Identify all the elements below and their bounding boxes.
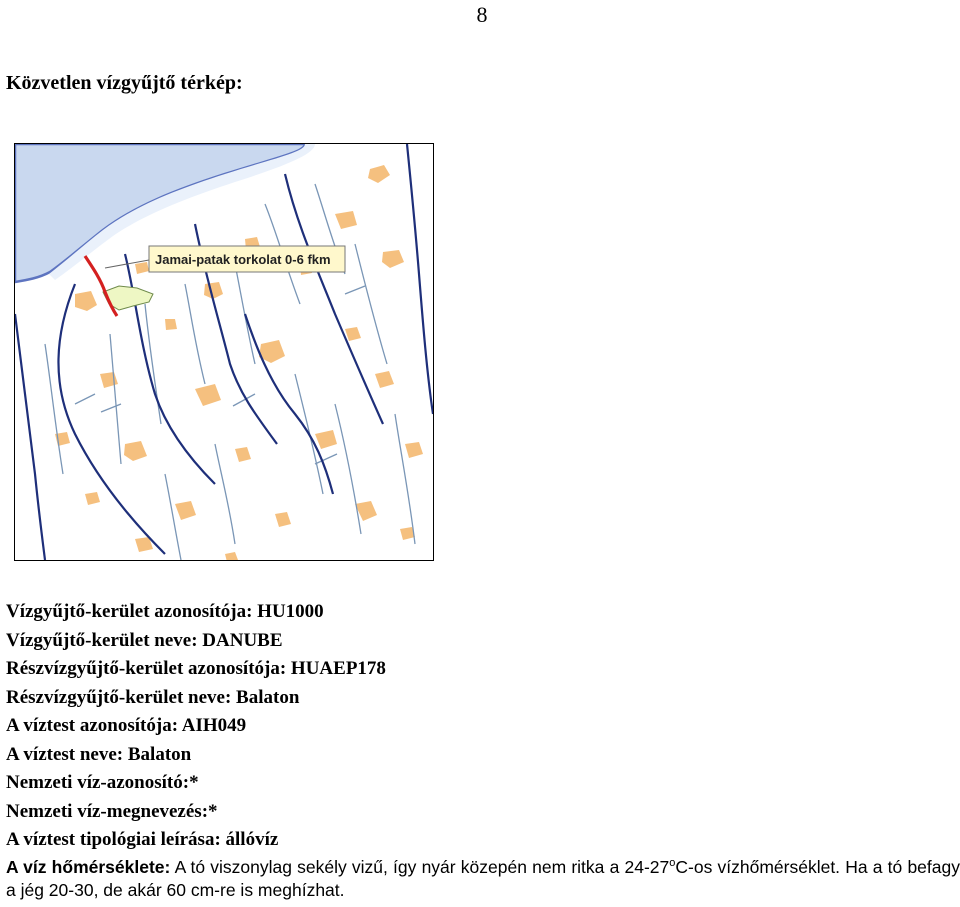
field-subdistrict-id: Részvízgyűjtő-kerület azonosítója: HUAEP178 [6, 658, 386, 679]
field-waterbody-id: A víztest azonosítója: AIH049 [6, 715, 247, 736]
field-typology: A víztest tipológiai leírása: állóvíz [6, 829, 279, 850]
section-title: Közvetlen vízgyűjtő térkép: [6, 72, 243, 94]
temperature-text-2: C-os vízhőmérséklet. Ha a tó befagy a jég 20-30, de akár 60 cm-re is meghízhat. [6, 857, 960, 900]
callout-label: Jamai-patak torkolat 0-6 fkm [155, 252, 331, 267]
temperature-label: A víz hőmérséklete: [6, 857, 171, 877]
catchment-map [14, 143, 434, 561]
page-number: 8 [476, 2, 488, 27]
temperature-description [6, 856, 960, 902]
field-national-water-name: Nemzeti víz-megnevezés:* [6, 800, 218, 822]
field-national-water-id: Nemzeti víz-azonosító:* [6, 772, 199, 793]
river-network-map-icon [15, 144, 433, 560]
degree-superscript: o [669, 857, 676, 870]
field-district-id: Vízgyűjtő-kerület azonosítója: HU1000 [6, 601, 324, 622]
temperature-text-1: A tó viszonylag sekély vizű, így nyár közepén nem ritka a 24-27 [170, 857, 670, 877]
field-waterbody-name: A víztest neve: Balaton [6, 743, 192, 765]
water-body-fields [6, 598, 956, 855]
field-district-name: Vízgyűjtő-kerület neve: DANUBE [6, 629, 283, 651]
field-subdistrict-name: Részvízgyűjtő-kerület neve: Balaton [6, 686, 300, 708]
